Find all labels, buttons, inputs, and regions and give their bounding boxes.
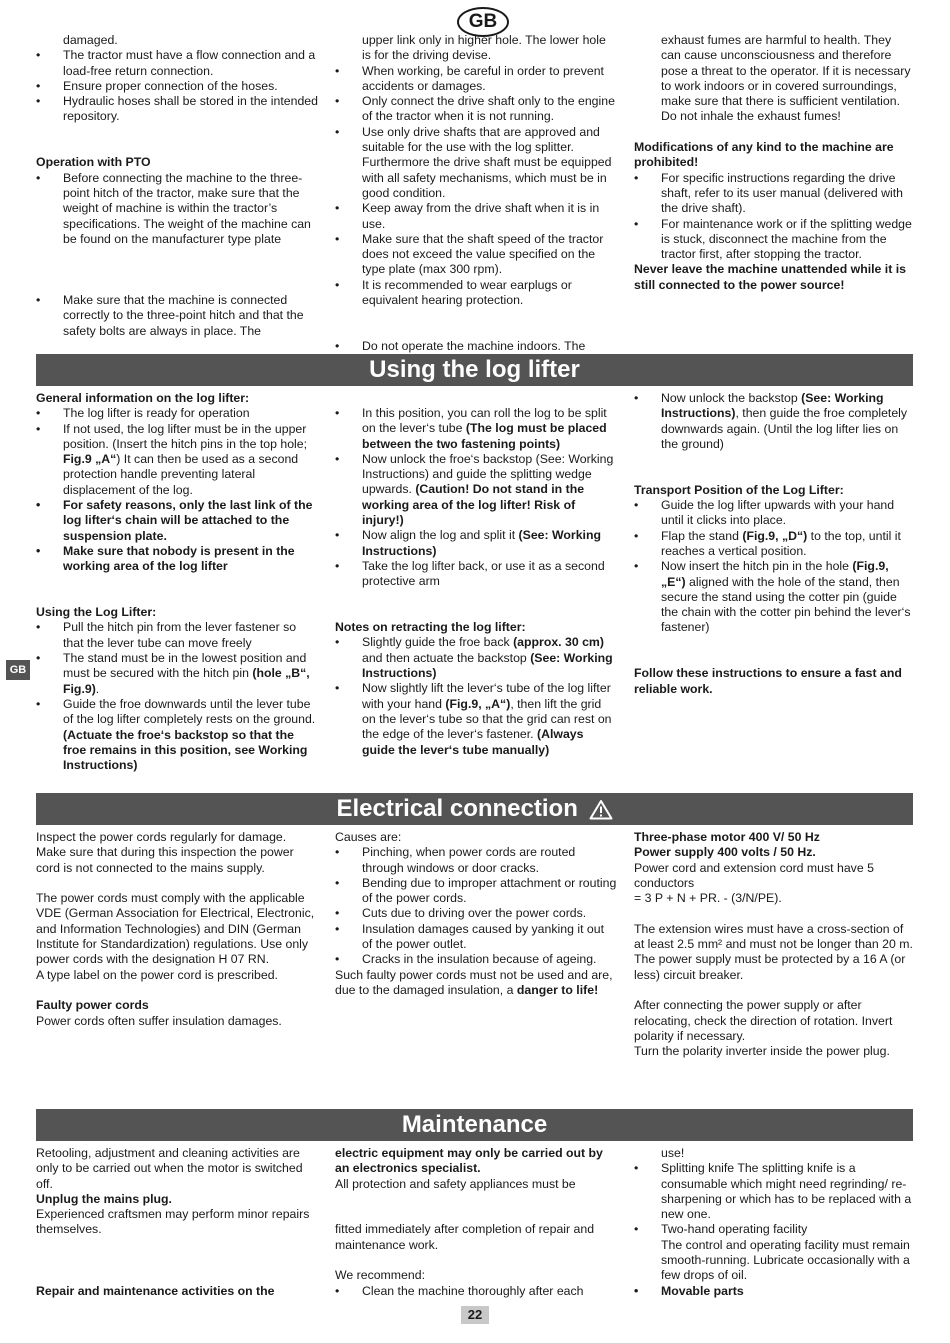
paragraph: fitted immediately after completion of repair and maintenance work.	[335, 1222, 595, 1252]
log-lifter-column-2	[335, 406, 617, 758]
banner-title: Electrical connection	[336, 795, 578, 822]
list-item: • Make sure that the shaft speed of the tractor does not exceed the value specified on the type plate (max 300 rpm).	[335, 232, 617, 278]
maintenance-column-2	[335, 1146, 617, 1299]
section-heading: Notes on retracting the log lifter:	[335, 620, 526, 635]
list-item: • Now unlock the froe‘s backstop (See: Working Instructions) and guide the splitting wedge upwards. (Caution! Do not stand in the working area of the log lifter! Risk of injury!)	[335, 452, 617, 528]
list-item: • The tractor must have a flow connection and a load-free return connection.	[36, 48, 318, 79]
list-item: • Pinching, when power cords are routed through windows or door cracks.	[335, 845, 617, 876]
list-item: • Hydraulic hoses shall be stored in the intended repository.	[36, 94, 318, 125]
list-item: • The stand must be in the lowest position and must be secured with the hitch pin (hole „B“, Fig.9).	[36, 651, 318, 697]
list-item: • Take the log lifter back, or use it as a second protective arm	[335, 559, 617, 590]
section-banner-electrical	[36, 793, 913, 825]
warning-text: Never leave the machine unattended while it is still connected to the power source!	[634, 262, 906, 292]
spec-heading: Power supply 400 volts / 50 Hz.	[634, 845, 816, 860]
paragraph: Causes are:	[335, 830, 402, 844]
list-item: • Flap the stand (Fig.9, „D“) to the top, until it reaches a vertical position.	[634, 529, 914, 560]
list-item: • Splitting knife The splitting knife is a consumable which might need regrinding/ re-sharpening or which has to be replaced with a new one.	[634, 1161, 914, 1222]
list-item: • When working, be careful in order to prevent accidents or damages.	[335, 64, 617, 95]
language-side-tab: GB	[6, 660, 30, 680]
instruction-bold: Unplug the mains plug.	[36, 1191, 172, 1206]
paragraph: = 3 P + N + PR. - (3/N/PE).	[634, 891, 782, 906]
list-item: • Use only drive shafts that are approved and suitable for the use with the log splitter. Furthermore the drive shaft must be equipped with all safety mechanisms, which must be in good condition.	[335, 125, 617, 201]
continued-text: use!	[661, 1146, 685, 1160]
list-item: • Slightly guide the froe back (approx. 30 cm) and then actuate the backstop (See: Working Instructions)	[335, 635, 617, 681]
list-item: • Guide the log lifter upwards with your hand until it clicks into place.	[634, 498, 914, 529]
warning-triangle-icon	[589, 799, 613, 820]
maintenance-column-3	[634, 1146, 914, 1299]
list-item: • Two-hand operating facility The control and operating facility must remain smooth-running. Lubricate occasionally with a few drops of oil.	[634, 1222, 914, 1283]
paragraph: The power supply must be protected by a 16 A (or less) circuit breaker.	[634, 952, 906, 982]
paragraph: After connecting the power supply or after relocating, check the direction of rotation. Invert polarity if necessary.	[634, 998, 893, 1043]
section-heading: Operation with PTO	[36, 155, 151, 170]
electrical-column-1	[36, 830, 318, 1029]
gb-language-logo: GB	[457, 7, 509, 37]
list-item: • Keep away from the drive shaft when it is in use.	[335, 201, 617, 232]
section-heading: General information on the log lifter:	[36, 391, 250, 405]
log-lifter-column-3	[634, 391, 914, 697]
paragraph: Turn the polarity inverter inside the power plug.	[634, 1044, 890, 1059]
list-item: • Cracks in the insulation because of ageing.	[335, 952, 617, 967]
list-item: • Make sure that nobody is present in the working area of the log lifter	[36, 544, 318, 575]
paragraph: Retooling, adjustment and cleaning activities are only to be carried out when the motor is switched off.	[36, 1146, 303, 1191]
list-item: • Guide the froe downwards until the lever tube of the log lifter completely rests on the ground. (Actuate the froe‘s backstop so that the froe remains in this position, see Working Instructions)	[36, 697, 318, 773]
paragraph: The power cords must comply with the applicable VDE (German Association for Electrical, Electronic, and Information Technologies) and DIN (German Institute for Standardization) regulations. Use only power cords with the designation H 07 RN.	[36, 891, 315, 967]
list-item: • For specific instructions regarding the drive shaft, refer to its user manual (delivered with the drive shaft).	[634, 171, 914, 217]
continued-text: exhaust fumes are harmful to health. They can cause unconsciousness and therefore pose a threat to the operator. If it is necessary to work indoors or in covered surroundings, make sure that there is sufficient ventilation. Do not inhale the exhaust fumes!	[661, 33, 911, 124]
list-item: • Only connect the drive shaft only to the engine of the tractor when it is not running.	[335, 94, 617, 125]
electrical-column-2	[335, 830, 617, 998]
top-column-2	[335, 33, 617, 354]
instruction-bold: electric equipment may only be carried out by an electronics specialist.	[335, 1146, 603, 1176]
maintenance-column-1	[36, 1146, 318, 1299]
list-item: • In this position, you can roll the log to be split on the lever‘s tube (The log must be placed between the two fastening points)	[335, 406, 617, 452]
list-item: • Insulation damages caused by yanking it out of the power outlet.	[335, 922, 617, 953]
continued-text: damaged.	[63, 33, 118, 47]
top-column-3	[634, 33, 914, 293]
spec-heading: Three-phase motor 400 V/ 50 Hz	[634, 830, 820, 844]
electrical-column-3	[634, 830, 914, 1059]
paragraph: The extension wires must have a cross-section of at least 2.5 mm² and must not be longer than 20 m.	[634, 921, 913, 952]
list-item: • Ensure proper connection of the hoses.	[36, 79, 318, 94]
list-item: • If not used, the log lifter must be in the upper position. (Insert the hitch pins in the top hole; Fig.9 „A“) It can then be used as a second protection handle preventing lateral displacement of the log.	[36, 422, 318, 498]
list-item: • Bending due to improper attachment or routing of the power cords.	[335, 876, 617, 907]
paragraph: Power cords often suffer insulation damages.	[36, 1013, 282, 1028]
list-item: • Cuts due to driving over the power cords.	[335, 906, 617, 921]
instruction-bold: Repair and maintenance activities on the	[36, 1283, 275, 1298]
list-item: • Do not operate the machine indoors. The	[335, 339, 617, 354]
section-heading: Transport Position of the Log Lifter:	[634, 482, 844, 497]
list-item: • Now unlock the backstop (See: Working Instructions), then guide the froe completely downwards again. (Until the log lifter lies on the ground)	[634, 391, 914, 452]
list-item: • Now slightly lift the lever‘s tube of the log lifter with your hand (Fig.9, „A“), then lift the grid on the lever‘s tube so that the grid can rest on the edge of the lever‘s fastener. (Always guide the lever‘s tube manually)	[335, 681, 617, 757]
paragraph: Inspect the power cords regularly for damage. Make sure that during this inspection the power cord is not connected to the mains supply.	[36, 830, 294, 875]
paragraph: A type label on the power cord is prescribed.	[36, 967, 278, 982]
section-heading: Faulty power cords	[36, 998, 149, 1013]
list-item: • The log lifter is ready for operation	[36, 406, 318, 421]
paragraph: All protection and safety appliances must be	[335, 1176, 576, 1191]
list-item: • Movable parts	[634, 1284, 914, 1299]
list-item: • Make sure that the machine is connected correctly to the three-point hitch and that the safety bolts are always in place. The	[36, 293, 318, 339]
paragraph: Such faulty power cords must not be used and are, due to the damaged insulation, a danger to life!	[335, 967, 613, 997]
list-item: • Clean the machine thoroughly after each	[335, 1284, 617, 1299]
section-banner-maintenance: Maintenance	[36, 1109, 913, 1141]
list-item: • Now align the log and split it (See: Working Instructions)	[335, 528, 617, 559]
section-banner-log-lifter: Using the log lifter	[36, 354, 913, 386]
section-heading: Modifications of any kind to the machine are prohibited!	[634, 140, 894, 170]
closing-note: Follow these instructions to ensure a fast and reliable work.	[634, 666, 902, 696]
list-item: • Now insert the hitch pin in the hole (Fig.9, „E“) aligned with the hole of the stand, then secure the stand using the cotter pin (guide the chain with the cotter pin behind the lever‘s fastener)	[634, 559, 914, 635]
paragraph: Experienced craftsmen may perform minor repairs themselves.	[36, 1207, 310, 1237]
list-item: • For safety reasons, only the last link of the log lifter‘s chain will be attached to the suspension plate.	[36, 498, 318, 544]
section-heading: Using the Log Lifter:	[36, 605, 157, 620]
paragraph: We recommend:	[335, 1268, 425, 1283]
page-number: 22	[461, 1306, 489, 1324]
list-item: • It is recommended to wear earplugs or equivalent hearing protection.	[335, 278, 617, 309]
log-lifter-column-1	[36, 391, 318, 773]
list-item: • Before connecting the machine to the three-point hitch of the tractor, make sure that the weight of machine is within the tractor’s specifications. The weight of the machine can be found on the manufacturer type plate	[36, 171, 318, 247]
continued-text: upper link only in higher hole. The lower hole is for the driving devise.	[362, 33, 606, 63]
list-item: • For maintenance work or if the splitting wedge is stuck, disconnect the machine from the tractor first, after stopping the tractor.	[634, 217, 914, 263]
paragraph: Power cord and extension cord must have 5 conductors	[634, 860, 874, 890]
top-column-1	[36, 33, 318, 339]
list-item: • Pull the hitch pin from the lever fastener so that the lever tube can move freely	[36, 620, 318, 651]
